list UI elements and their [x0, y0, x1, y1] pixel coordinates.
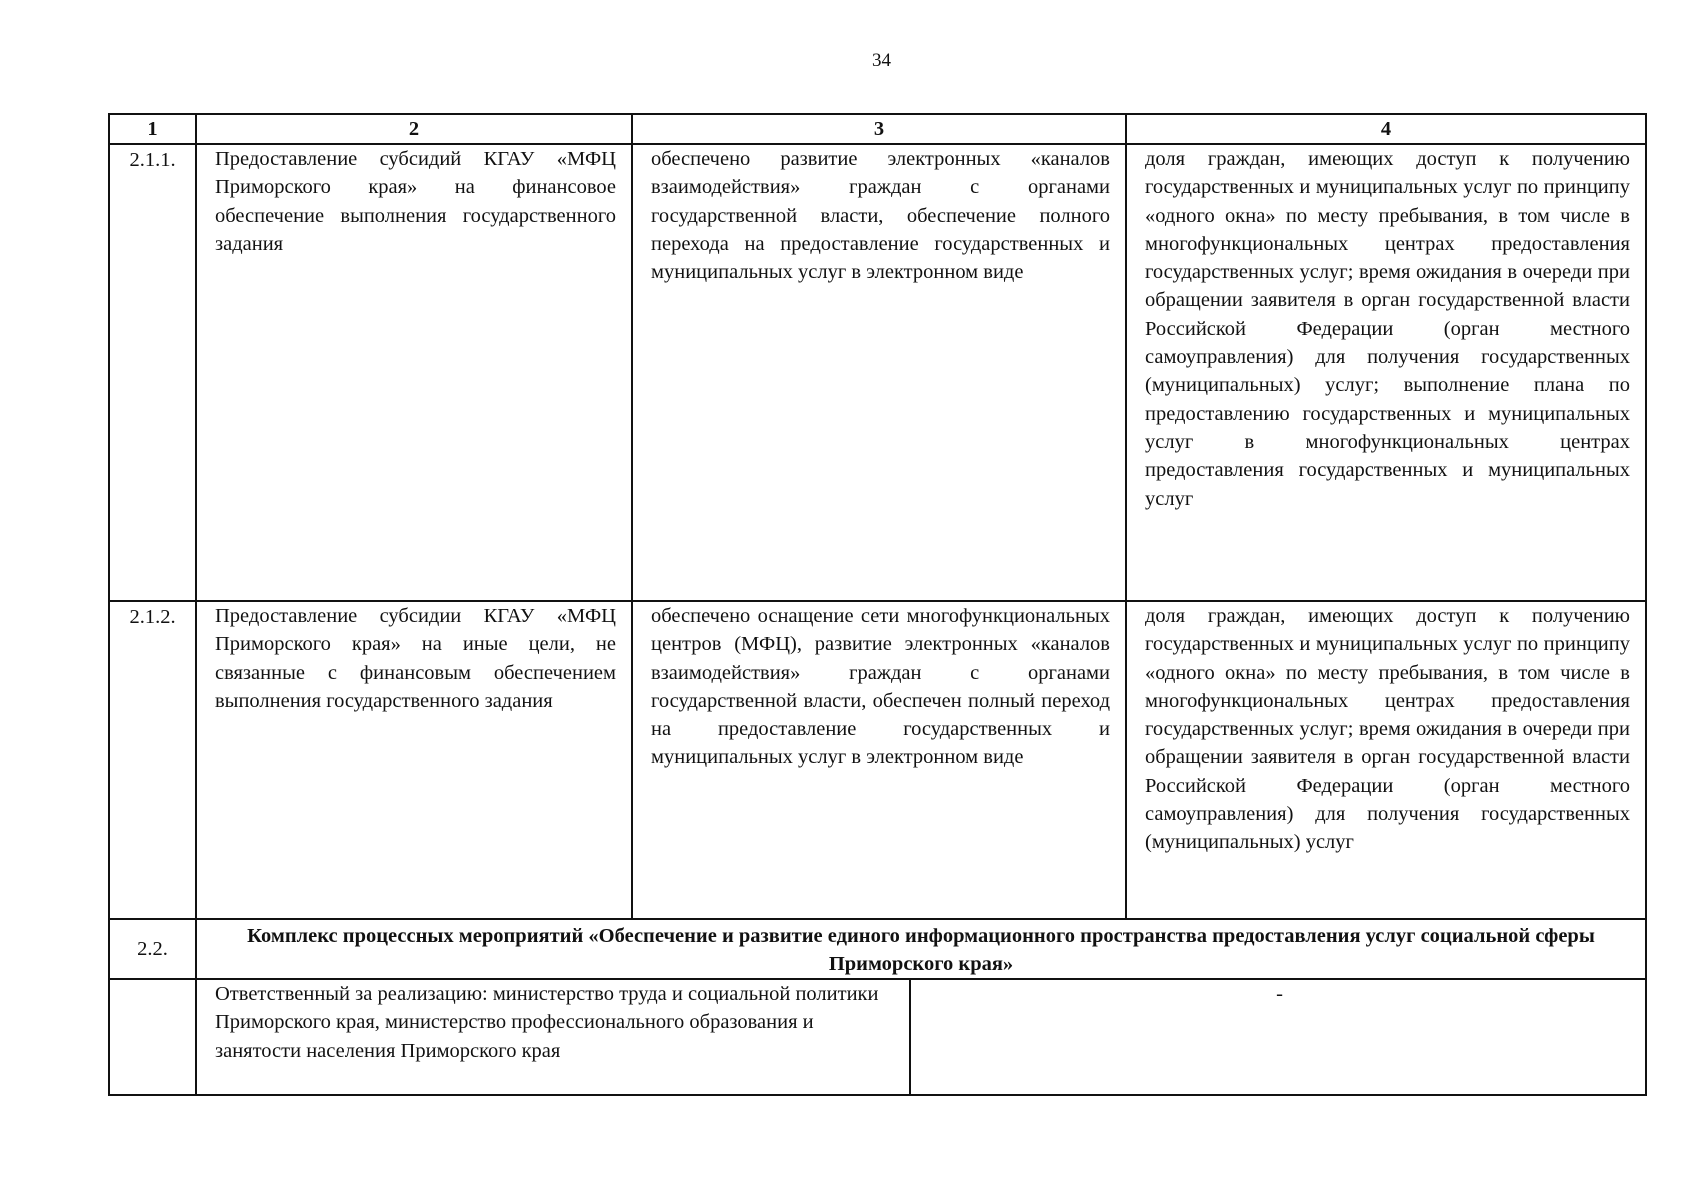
events-table — [108, 113, 1647, 1096]
table-row — [109, 601, 1646, 919]
event-name: Предоставление субсидии КГАУ «МФЦ Приморского края» на иные цели, не связанные с финансовым обеспечением выполнения государственного задания — [196, 601, 632, 919]
event-name: Предоставление субсидий КГАУ «МФЦ Приморского края» на финансовое обеспечение выполнения государственного задания — [196, 144, 632, 601]
event-indicators: доля граждан, имеющих доступ к получению государственных и муниципальных услуг по принципу «одного окна» по месту пребывания, в том числе в многофункциональных центрах предоставления государственных услуг; время ожидания в очереди при обращении заявителя в орган государственной власти Российской Федерации (орган местного самоуправления) для получения государственных (муниципальных) услуг; выполнение плана по предоставлению государственных и муниципальных услуг в многофункциональных центрах предоставления государственных и муниципальных услуг — [1126, 144, 1646, 601]
event-indicators: доля граждан, имеющих доступ к получению государственных и муниципальных услуг по принципу «одного окна» по месту пребывания, в том числе в многофункциональных центрах предоставления государственных услуг; время ожидания в очереди при обращении заявителя в орган государственной власти Российской Федерации (орган местного самоуправления) для получения государственных (муниципальных) услуг — [1126, 601, 1646, 919]
column-header-1: 1 — [109, 114, 196, 144]
row-number: 2.1.1. — [109, 144, 196, 601]
table-header-row — [109, 114, 1646, 144]
empty-number-cell — [109, 979, 196, 1095]
column-header-3: 3 — [632, 114, 1126, 144]
event-result: обеспечено развитие электронных «каналов взаимодействия» граждан с органами государственной власти, обеспечение полного перехода на предоставление государственных и муниципальных услуг в электронном виде — [632, 144, 1126, 601]
column-header-4: 4 — [1126, 114, 1646, 144]
section-row — [109, 919, 1646, 979]
responsible-value: - — [910, 979, 1646, 1095]
responsible-row — [109, 979, 1646, 1095]
table-row — [109, 144, 1646, 601]
page-number: 34 — [872, 50, 891, 71]
event-result: обеспечено оснащение сети многофункциональных центров (МФЦ), развитие электронных «каналов взаимодействия» граждан с органами государственной власти, обеспечен полный переход на предоставление государственных и муниципальных услуг в электронном виде — [632, 601, 1126, 919]
responsible-text: Ответственный за реализацию: министерство труда и социальной политики Приморского края, министерство профессионального образования и занятости населения Приморского края — [196, 979, 910, 1095]
section-number: 2.2. — [109, 919, 196, 979]
section-title: Комплекс процессных мероприятий «Обеспечение и развитие единого информационного пространства предоставления услуг социальной сферы Приморского края» — [196, 919, 1646, 979]
row-number: 2.1.2. — [109, 601, 196, 919]
column-header-2: 2 — [196, 114, 632, 144]
